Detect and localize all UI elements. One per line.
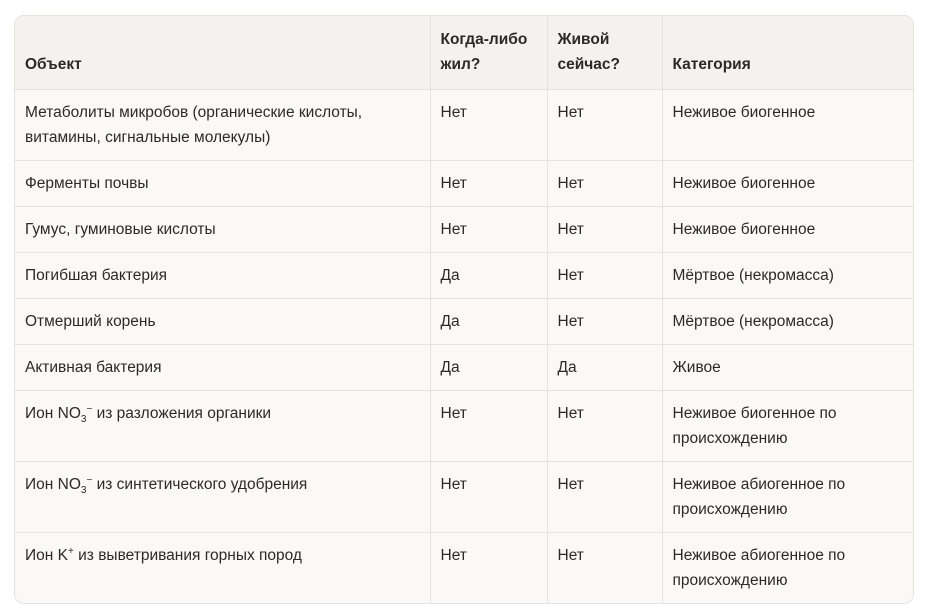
- cell-object: Метаболиты микробов (органические кислоты, витамины, сигнальные молекулы): [15, 90, 430, 161]
- table-row: [15, 161, 913, 207]
- cell-object: Погибшая бактерия: [15, 253, 430, 299]
- object-suffix: из синтетического удобрения: [92, 476, 308, 493]
- cell-object: [15, 391, 430, 462]
- cell-object: Отмерший корень: [15, 299, 430, 345]
- table-row: [15, 90, 913, 161]
- table-header-row: [15, 16, 913, 90]
- object-prefix: Ион NO: [25, 476, 81, 493]
- cell-alive-now: Нет: [547, 533, 662, 604]
- classification-table-card: [14, 15, 914, 604]
- table-row: [15, 253, 913, 299]
- cell-alive-now: Нет: [547, 299, 662, 345]
- cell-alive-now: Нет: [547, 462, 662, 533]
- object-superscript: +: [67, 545, 74, 557]
- object-subscript: 3: [80, 485, 87, 497]
- cell-ever-lived: Нет: [430, 90, 547, 161]
- cell-category: Неживое биогенное по происхождению: [662, 391, 913, 462]
- cell-category: Неживое биогенное: [662, 161, 913, 207]
- cell-alive-now: Нет: [547, 161, 662, 207]
- table-row: [15, 533, 913, 604]
- cell-alive-now: Нет: [547, 391, 662, 462]
- object-subscript: 3: [80, 414, 87, 426]
- cell-alive-now: Нет: [547, 207, 662, 253]
- table-row: [15, 391, 913, 462]
- table-row: [15, 299, 913, 345]
- header-ever-lived: Когда-либо жил?: [430, 16, 547, 90]
- cell-alive-now: Нет: [547, 90, 662, 161]
- cell-category: Мёртвое (некромасса): [662, 253, 913, 299]
- object-suffix: из разложения органики: [92, 405, 272, 422]
- cell-category: Неживое биогенное: [662, 207, 913, 253]
- cell-object: Гумус, гуминовые кислоты: [15, 207, 430, 253]
- cell-ever-lived: Нет: [430, 391, 547, 462]
- header-alive-now: Живой сейчас?: [547, 16, 662, 90]
- cell-ever-lived: Да: [430, 253, 547, 299]
- cell-category: Мёртвое (некромасса): [662, 299, 913, 345]
- cell-category: Неживое биогенное: [662, 90, 913, 161]
- cell-category: Неживое абиогенное по происхождению: [662, 462, 913, 533]
- cell-alive-now: Да: [547, 345, 662, 391]
- object-suffix: из выветривания горных пород: [73, 547, 302, 564]
- cell-ever-lived: Нет: [430, 533, 547, 604]
- cell-category: Неживое абиогенное по происхождению: [662, 533, 913, 604]
- object-prefix: Ион K: [25, 547, 68, 564]
- cell-ever-lived: Нет: [430, 207, 547, 253]
- cell-ever-lived: Нет: [430, 161, 547, 207]
- cell-category: Живое: [662, 345, 913, 391]
- cell-ever-lived: Да: [430, 345, 547, 391]
- cell-alive-now: Нет: [547, 253, 662, 299]
- object-superscript: −: [86, 403, 93, 415]
- cell-object: Ферменты почвы: [15, 161, 430, 207]
- header-object: Объект: [15, 16, 430, 90]
- table-row: [15, 462, 913, 533]
- cell-object: [15, 462, 430, 533]
- classification-table: [15, 16, 913, 603]
- cell-ever-lived: Нет: [430, 462, 547, 533]
- object-superscript: −: [86, 474, 93, 486]
- cell-object: Активная бактерия: [15, 345, 430, 391]
- cell-object: [15, 533, 430, 604]
- table-row: [15, 345, 913, 391]
- cell-ever-lived: Да: [430, 299, 547, 345]
- object-prefix: Ион NO: [25, 405, 81, 422]
- table-row: [15, 207, 913, 253]
- header-category: Категория: [662, 16, 913, 90]
